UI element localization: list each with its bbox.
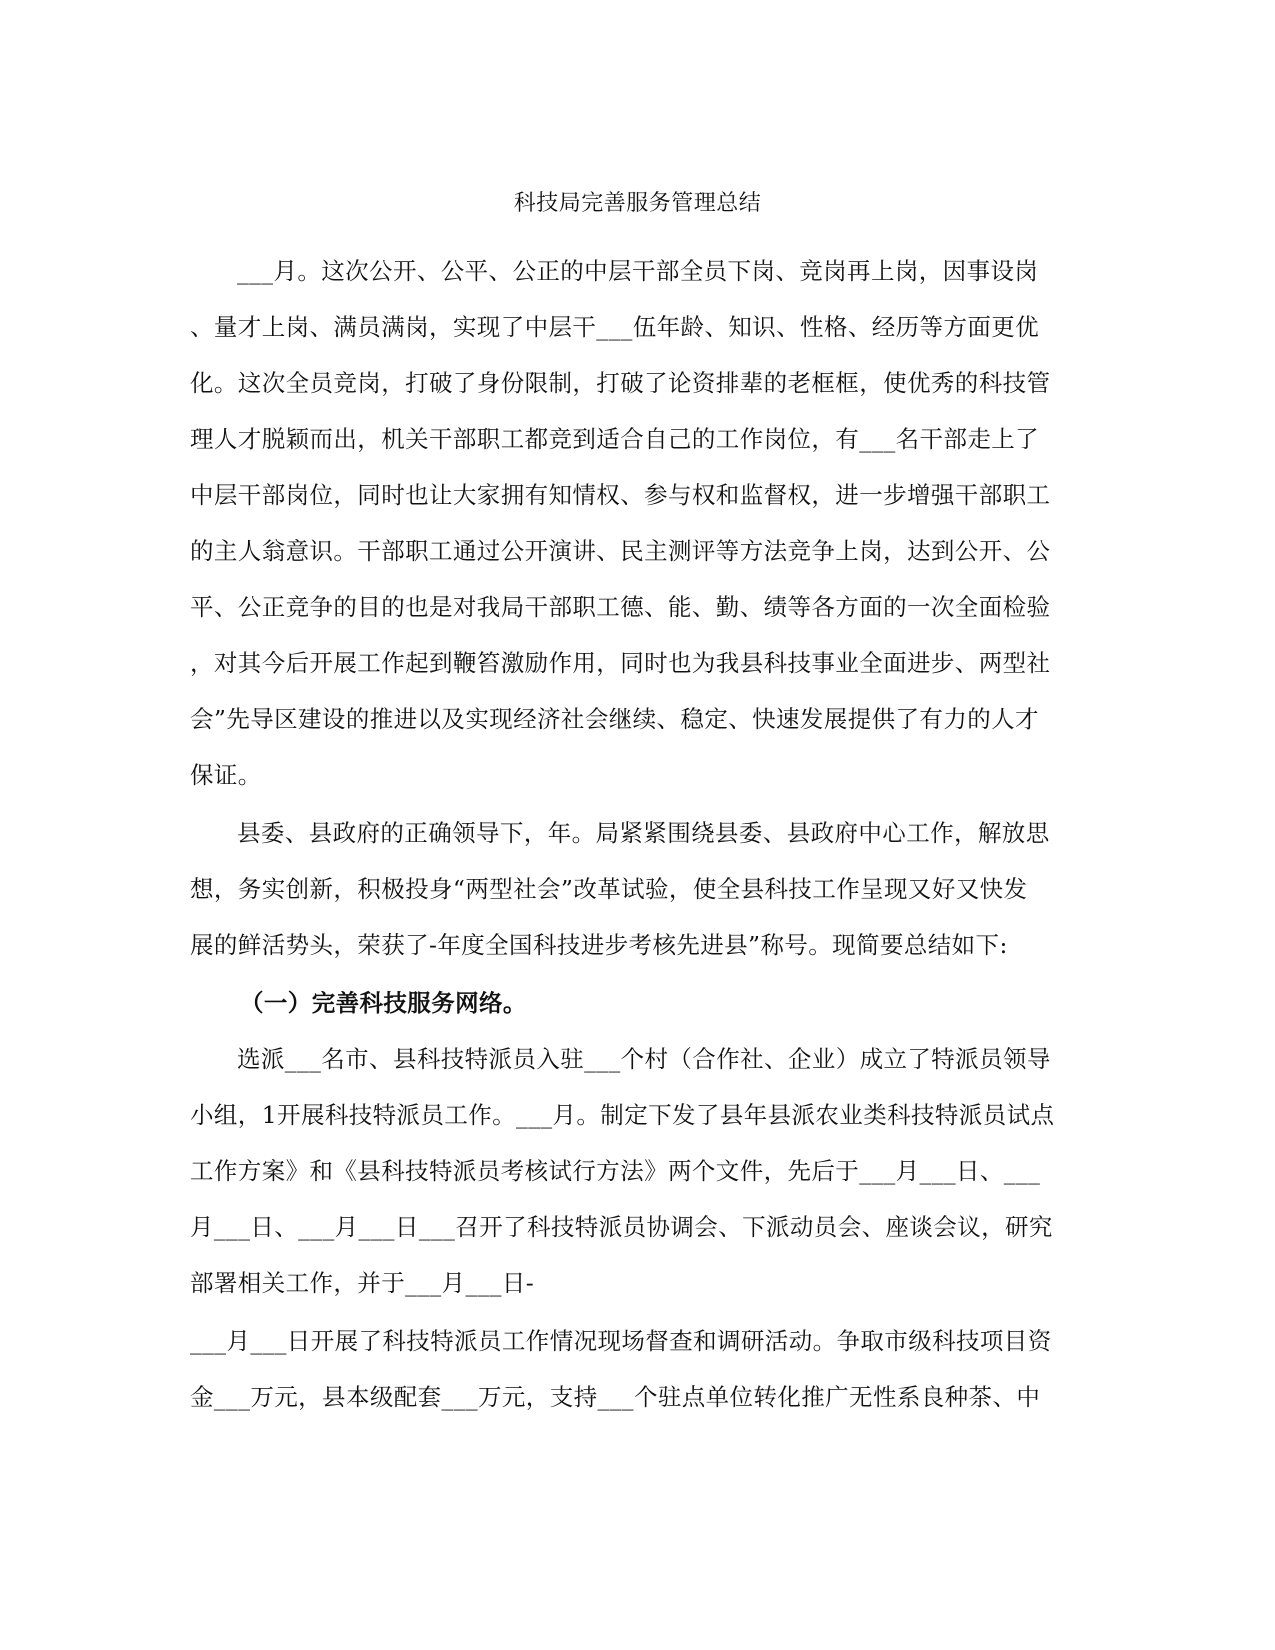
paragraph-line: 部署相关工作，并于___月___日- bbox=[190, 1269, 535, 1297]
paragraph-line: 保证。 bbox=[190, 761, 262, 789]
paragraph-line: ___月___日开展了科技特派员工作情况现场督查和调研活动。争取市级科技项目资 bbox=[190, 1327, 1052, 1355]
paragraph-line: ，对其今后开展工作起到鞭笞激励作用，同时也为我县科技事业全面进步、两型社 bbox=[190, 649, 1051, 677]
document-title: 科技局完善服务管理总结 bbox=[513, 191, 762, 216]
paragraph-line: 中层干部岗位，同时也让大家拥有知情权、参与权和监督权，进一步增强干部职工 bbox=[190, 481, 1051, 509]
paragraph-line: 理人才脱颖而出，机关干部职工都竞到适合自己的工作岗位，有___名干部走上了 bbox=[190, 425, 1040, 453]
paragraph-line: 展的鲜活势头，荣获了-年度全国科技进步考核先进县”称号。现简要总结如下: bbox=[190, 931, 1008, 959]
paragraph-line: ___月。这次公开、公平、公正的中层干部全员下岗、竞岗再上岗，因事设岗 bbox=[237, 257, 1039, 285]
paragraph-line: 的主人翁意识。干部职工通过公开演讲、民主测评等方法竞争上岗，达到公开、公 bbox=[190, 537, 1051, 565]
paragraph-line: 金___万元，县本级配套___万元，支持___个驻点单位转化推广无性系良种茶、中 bbox=[190, 1383, 1041, 1411]
section-heading: （一）完善科技服务网络。 bbox=[240, 989, 527, 1017]
paragraph-line: 平、公正竞争的目的也是对我局干部职工德、能、勤、绩等各方面的一次全面检验 bbox=[190, 593, 1051, 621]
paragraph-line: 月___日、___月___日___召开了科技特派员协调会、下派动员会、座谈会议，研究 bbox=[190, 1213, 1053, 1241]
paragraph-line: 工作方案》和《县科技特派员考核试行方法》两个文件，先后于___月___日、___ bbox=[190, 1157, 1041, 1185]
paragraph-line: 、量才上岗、满员满岗，实现了中层干___伍年龄、知识、性格、经历等方面更优 bbox=[190, 313, 1040, 341]
paragraph-line: 选派___名市、县科技特派员入驻___个村（合作社、企业）成立了特派员领导 bbox=[237, 1045, 1051, 1073]
paragraph-line: 小组，1开展科技特派员工作。___月。制定下发了县年县派农业类科技特派员试点 bbox=[190, 1101, 1055, 1129]
paragraph-line: 会”先导区建设的推进以及实现经济社会继续、稳定、快速发展提供了有力的人才 bbox=[190, 705, 1039, 733]
paragraph-line: 县委、县政府的正确领导下，年。局紧紧围绕县委、县政府中心工作，解放思 bbox=[237, 819, 1050, 847]
paragraph-line: 想，务实创新，积极投身“两型社会”改革试验，使全县科技工作呈现又好又快发 bbox=[190, 875, 1028, 903]
paragraph-line: 化。这次全员竞岗，打破了身份限制，打破了论资排辈的老框框，使优秀的科技管 bbox=[190, 369, 1051, 397]
